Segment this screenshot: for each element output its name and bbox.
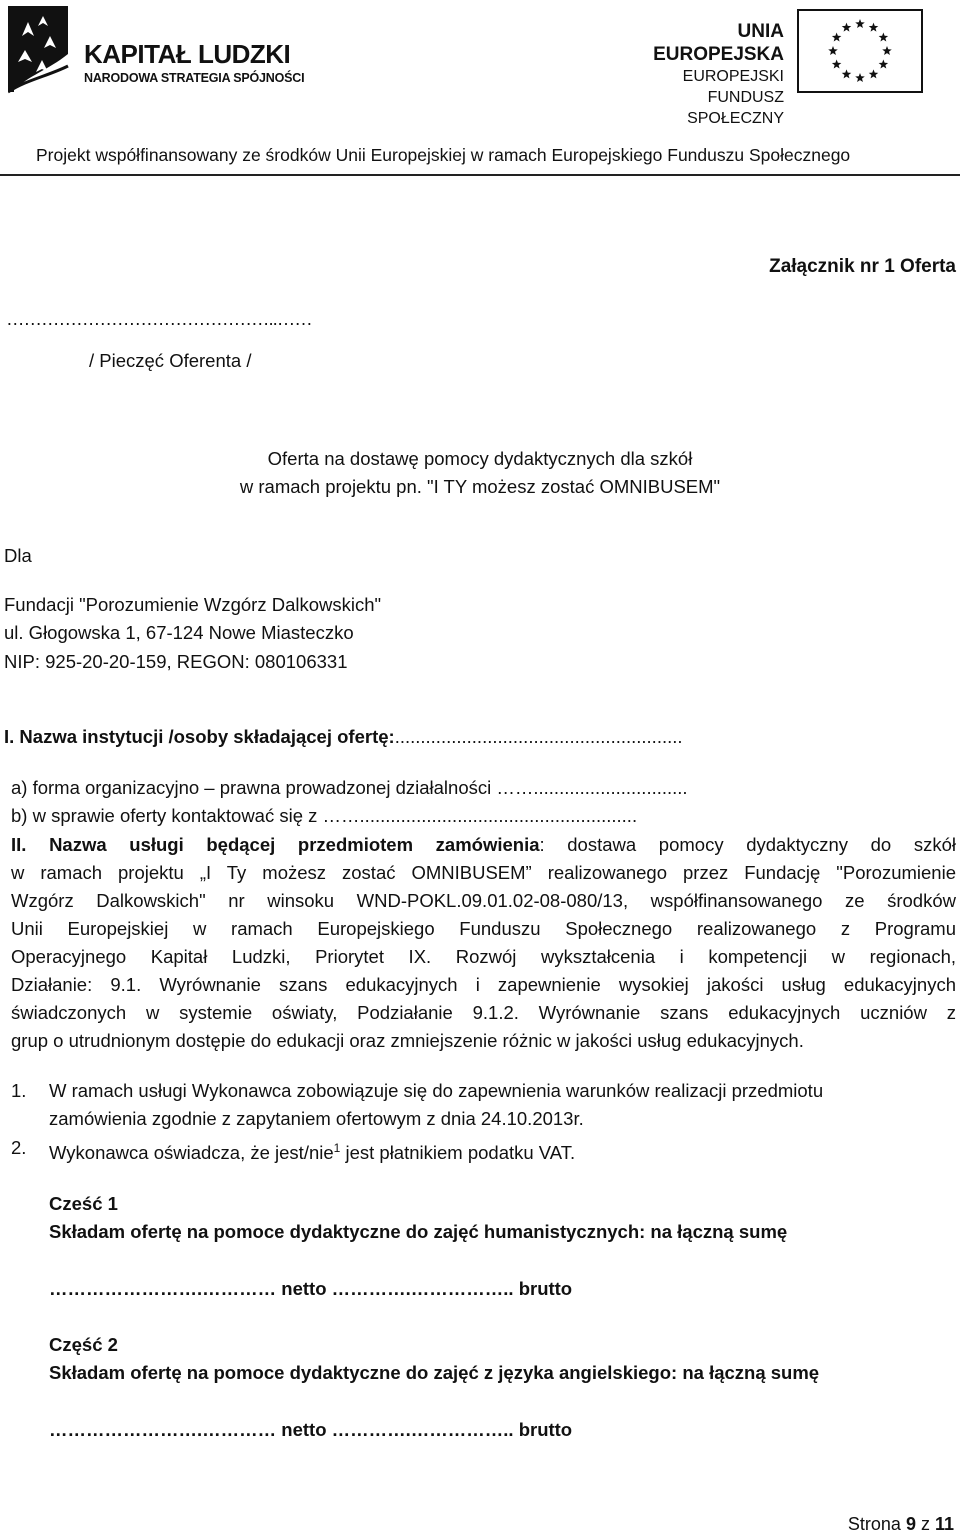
- section-2-line-4: Unii Europejskiej w ramach Europejskiego Funduszu Społecznego realizowanego z Programu: [11, 918, 956, 939]
- list-item-1-line2: zamówienia zgodnie z zapytaniem ofertowym z dnia 24.10.2013r.: [49, 1108, 584, 1129]
- part-2-offer-text: Składam ofertę na pomoce dydaktyczne do zajęć z języka angielskiego: na łączną sumę: [49, 1362, 820, 1383]
- section-2-text-1: : dostawa pomocy dydaktyczny do szkół: [539, 834, 957, 855]
- eu-label: [612, 20, 784, 129]
- section-2-line-2: w ramach projektu „I Ty możesz zostać OMNIBUSEM” realizowanego przez Fundację "Porozumienie: [11, 862, 956, 883]
- page-number-current: 9: [905, 1514, 916, 1534]
- eu-flag-icon: [797, 9, 923, 98]
- footnote-marker: 1: [333, 1141, 341, 1155]
- kapital-ludzki-logo-icon: [8, 6, 82, 101]
- list-item-2-pre: Wykonawca oświadcza, że jest/nie: [49, 1142, 334, 1164]
- eu-label-line1: UNIA EUROPEJSKA: [653, 21, 784, 65]
- list-item-1-num: 1.: [11, 1080, 27, 1101]
- section-1-label: I. Nazwa instytucji /osoby składającej ofertę:: [4, 726, 395, 747]
- kapital-ludzki-subtitle: NARODOWA STRATEGIA SPÓJNOŚCI: [84, 71, 305, 85]
- addressee-to-label: Dla: [4, 545, 32, 566]
- stamp-placeholder: ………………………………………..……: [6, 308, 312, 329]
- page-number-total: 11: [934, 1514, 954, 1534]
- section-2-label: Nazwa usługi będącej przedmiotem zamówienia: [49, 834, 540, 855]
- eu-label-line3: FUNDUSZ SPOŁECZNY: [687, 89, 784, 127]
- section-2-num: II.: [11, 834, 27, 855]
- eu-label-line2: EUROPEJSKI: [682, 68, 784, 85]
- section-2-line-8: grup o utrudnionym dostępie do edukacji oraz zmniejszenie różnic w jakości usług edukacyjnych.: [11, 1030, 804, 1051]
- kapital-ludzki-title: KAPITAŁ LUDZKI: [84, 39, 291, 69]
- list-item-2-post: jest płatnikiem podatku VAT.: [340, 1142, 576, 1164]
- list-item-1-line1: W ramach usługi Wykonawca zobowiązuje się do zapewnienia warunków realizacji przedmiotu: [49, 1080, 824, 1101]
- stamp-label: / Pieczęć Oferenta /: [89, 350, 252, 371]
- section-2-line-5: Operacyjnego Kapitał Ludzki, Priorytet IX. Rozwój wykształcenia i kompetencji w regionach,: [11, 946, 956, 967]
- addressee-ids: NIP: 925-20-20-159, REGON: 080106331: [4, 651, 348, 672]
- part-1-offer-text: Składam ofertę na pomoce dydaktyczne do zajęć humanistycznych: na łączną sumę: [49, 1221, 788, 1242]
- document-title-line2: w ramach projektu pn. "I TY możesz zostać OMNIBUSEM": [239, 476, 721, 497]
- section-1-item-b: b) w sprawie oferty kontaktować się z ……......................................................: [11, 805, 638, 826]
- part-1-heading: Cześć 1: [49, 1193, 118, 1214]
- section-2-line-1: [11, 831, 956, 859]
- page-number: [848, 1512, 954, 1536]
- section-1-dots: ........................................................: [394, 726, 683, 747]
- addressee-street: ul. Głogowska 1, 67-124 Nowe Miasteczko: [4, 622, 354, 643]
- addressee-name: Fundacji "Porozumienie Wzgórz Dalkowskich": [4, 594, 382, 615]
- part-1-price-line: …………………….………… netto ………….…………….. brutto: [49, 1278, 573, 1299]
- section-2-line-3: Wzgórz Dalkowskich" nr winsoku WND-POKL.09.01.02-08-080/13, współfinansowanego ze środków: [11, 890, 956, 911]
- list-item-2-num: 2.: [11, 1137, 27, 1158]
- section-2-line-7: świadczonych w systemie oświaty, Podziałanie 9.1.2. Wyrównanie szans edukacyjnych uczniów z: [11, 1002, 956, 1023]
- part-2-heading: Część 2: [49, 1334, 118, 1355]
- attachment-label: Załącznik nr 1 Oferta: [769, 256, 956, 277]
- page-number-prefix: Strona: [847, 1514, 906, 1534]
- project-cofinancing-line: Projekt współfinansowany ze środków Unii Europejskiej w ramach Europejskiego Funduszu Społecznego: [36, 145, 851, 165]
- section-1-heading: [4, 723, 683, 751]
- header-divider: [0, 174, 960, 176]
- list-item-2: [49, 1134, 575, 1167]
- page-number-mid: z: [915, 1514, 935, 1534]
- document-title-line1: Oferta na dostawę pomocy dydaktycznych dla szkół: [267, 448, 693, 469]
- part-2-price-line: …………………….………… netto ………….…………….. brutto: [49, 1419, 573, 1440]
- section-1-item-a: a) forma organizacyjno – prawna prowadzonej działalności ……..............................: [11, 777, 688, 798]
- section-2-line-6: Działanie: 9.1. Wyrównanie szans edukacyjnych i zapewnienie wysokiej jakości usług edukacyjnych: [11, 974, 956, 995]
